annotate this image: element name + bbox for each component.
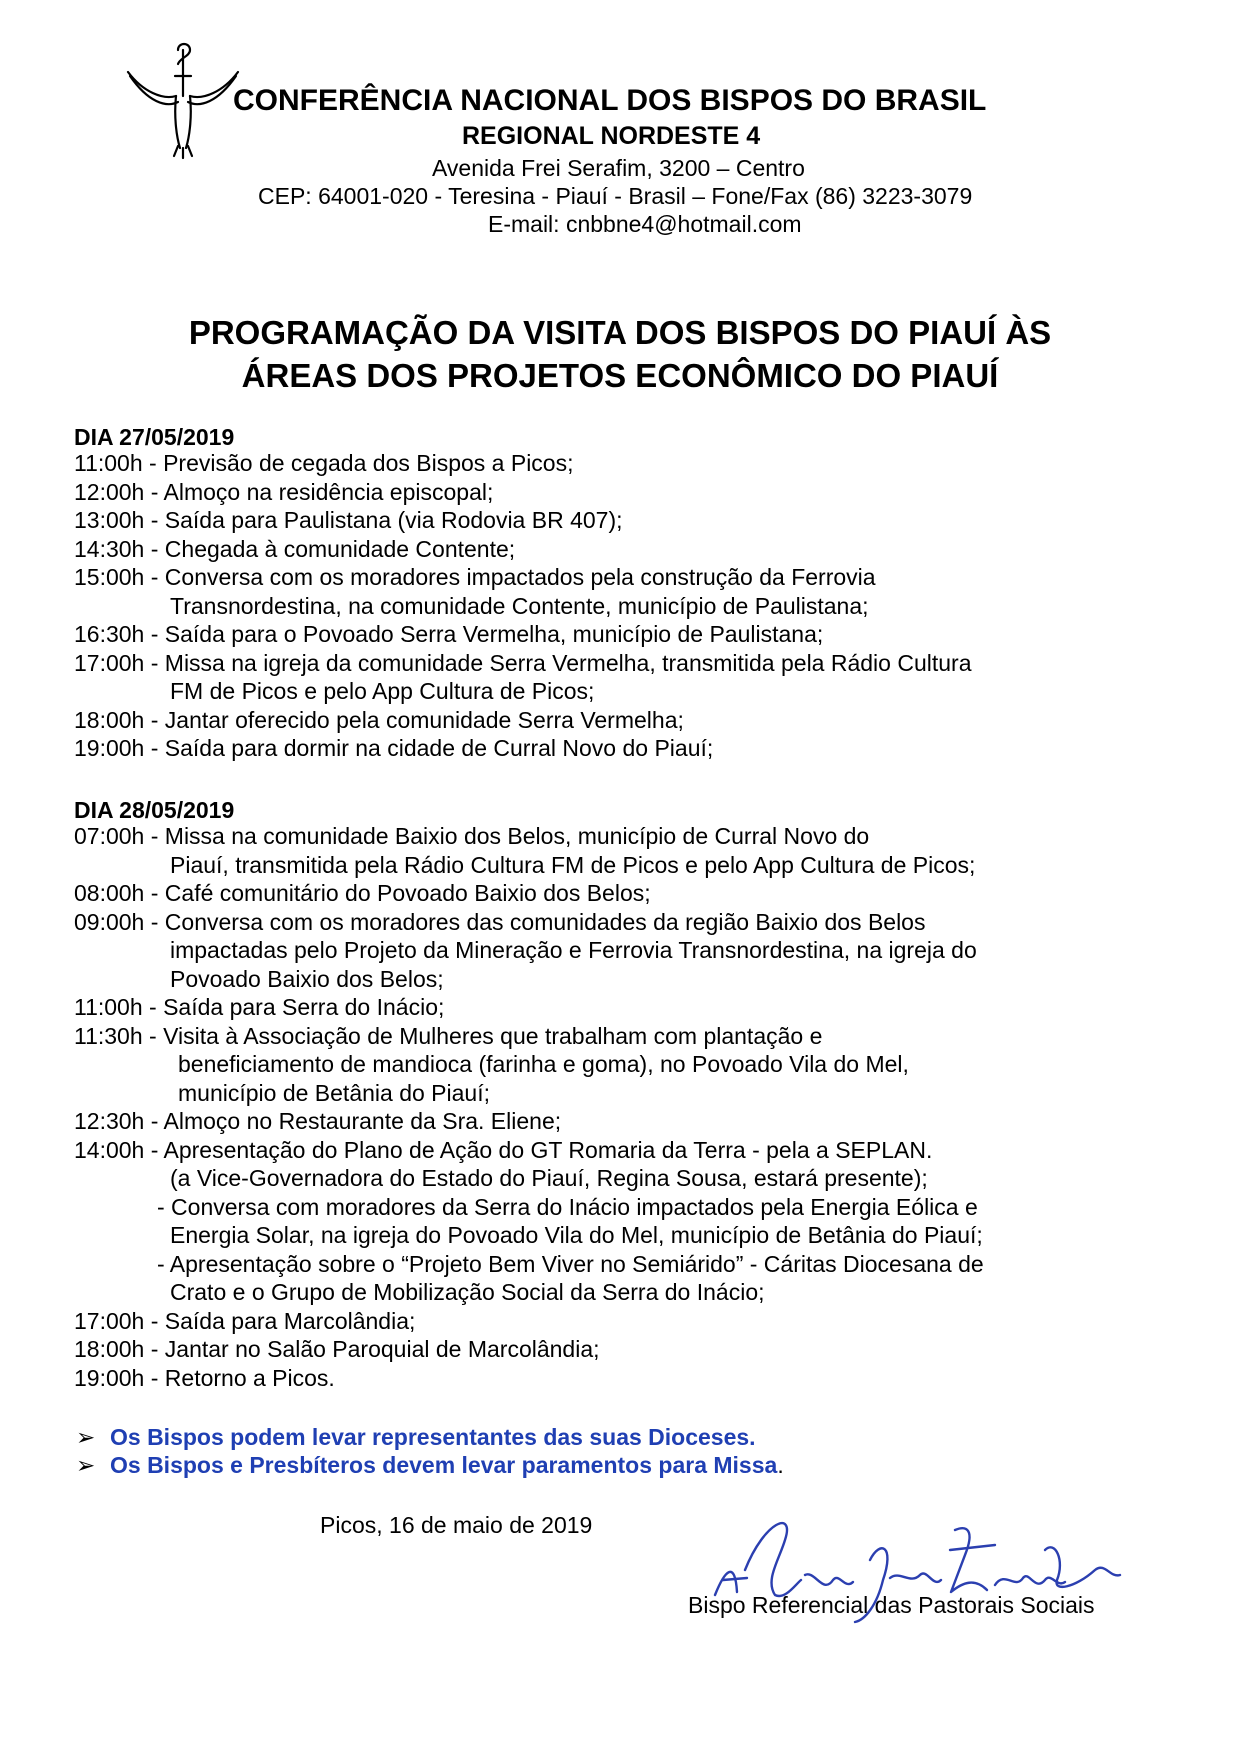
schedule-line: 07:00h - Missa na comunidade Baixio dos Belos, município de Curral Novo do: [74, 823, 870, 849]
schedule-subitem: - Apresentação sobre o “Projeto Bem Viver no Semiárido” - Cáritas Diocesana de: [157, 1251, 984, 1277]
schedule-line-continued: (a Vice-Governadora do Estado do Piauí, Regina Sousa, estará presente);: [170, 1165, 928, 1191]
arrow-bullet-icon: ➢: [76, 1452, 96, 1478]
schedule-line: 15:00h - Conversa com os moradores impactados pela construção da Ferrovia: [74, 564, 876, 590]
document-title-line-2: ÁREAS DOS PROJETOS ECONÔMICO DO PIAUÍ: [241, 357, 999, 394]
schedule-line: 11:00h - Previsão de cegada dos Bispos a Picos;: [74, 450, 574, 476]
schedule-line-continued: beneficiamento de mandioca (farinha e goma), no Povoado Vila do Mel,: [178, 1051, 909, 1077]
schedule-line-continued: município de Betânia do Piauí;: [178, 1080, 490, 1106]
schedule-subitem: - Conversa com moradores da Serra do Inácio impactados pela Energia Eólica e: [157, 1194, 978, 1220]
day-heading-2: DIA 28/05/2019: [74, 797, 235, 823]
note-suffix: .: [777, 1452, 784, 1478]
schedule-line-continued: FM de Picos e pelo App Cultura de Picos;: [170, 678, 595, 704]
schedule-line: 13:00h - Saída para Paulistana (via Rodovia BR 407);: [74, 507, 623, 533]
schedule-line-continued: Transnordestina, na comunidade Contente, município de Paulistana;: [170, 593, 869, 619]
document-title-line-1: PROGRAMAÇÃO DA VISITA DOS BISPOS DO PIAUÍ ÀS: [188, 314, 1052, 351]
schedule-line: 18:00h - Jantar no Salão Paroquial de Marcolândia;: [74, 1336, 600, 1362]
schedule-line-continued: Povoado Baixio dos Belos;: [170, 966, 444, 992]
schedule-line: 17:00h - Missa na igreja da comunidade Serra Vermelha, transmitida pela Rádio Cultura: [74, 650, 972, 676]
schedule-line: 16:30h - Saída para o Povoado Serra Vermelha, município de Paulistana;: [74, 621, 824, 647]
email-line: E-mail: cnbbne4@hotmail.com: [488, 211, 802, 237]
schedule-line: 14:30h - Chegada à comunidade Contente;: [74, 536, 516, 562]
regional-subtitle: REGIONAL NORDESTE 4: [462, 122, 761, 150]
schedule-line: 19:00h - Saída para dormir na cidade de Curral Novo do Piauí;: [74, 735, 714, 761]
schedule-line: 11:30h - Visita à Associação de Mulheres que trabalham com plantação e: [74, 1023, 823, 1049]
place-date: Picos, 16 de maio de 2019: [320, 1512, 593, 1538]
address-line: Avenida Frei Serafim, 3200 – Centro: [432, 155, 805, 181]
cep-line: CEP: 64001-020 - Teresina - Piauí - Brasil – Fone/Fax (86) 3223-3079: [258, 183, 973, 209]
cnbb-logo-icon: [118, 40, 248, 160]
organization-title: CONFERÊNCIA NACIONAL DOS BISPOS DO BRASIL: [233, 84, 987, 117]
schedule-line: 09:00h - Conversa com os moradores das comunidades da região Baixio dos Belos: [74, 909, 926, 935]
schedule-line-continued: impactadas pelo Projeto da Mineração e Ferrovia Transnordestina, na igreja do: [170, 937, 977, 963]
schedule-line: 14:00h - Apresentação do Plano de Ação do GT Romaria da Terra - pela a SEPLAN.: [74, 1137, 933, 1163]
day-heading-1: DIA 27/05/2019: [74, 424, 235, 450]
note-text: Os Bispos podem levar representantes das suas Dioceses.: [110, 1424, 756, 1450]
schedule-line: 17:00h - Saída para Marcolândia;: [74, 1308, 416, 1334]
arrow-bullet-icon: ➢: [76, 1424, 96, 1450]
note-text: Os Bispos e Presbíteros devem levar paramentos para Missa: [110, 1452, 778, 1478]
schedule-line: 12:30h - Almoço no Restaurante da Sra. Eliene;: [74, 1108, 562, 1134]
schedule-line: 19:00h - Retorno a Picos.: [74, 1365, 335, 1391]
signature-caption: Bispo Referencial das Pastorais Sociais: [688, 1592, 1095, 1618]
schedule-line: 08:00h - Café comunitário do Povoado Baixio dos Belos;: [74, 880, 651, 906]
schedule-line: 12:00h - Almoço na residência episcopal;: [74, 479, 494, 505]
schedule-line-continued: Piauí, transmitida pela Rádio Cultura FM de Picos e pelo App Cultura de Picos;: [170, 852, 976, 878]
schedule-line-continued: Energia Solar, na igreja do Povoado Vila do Mel, município de Betânia do Piauí;: [170, 1222, 983, 1248]
schedule-line-continued: Crato e o Grupo de Mobilização Social da Serra do Inácio;: [170, 1279, 765, 1305]
schedule-line: 11:00h - Saída para Serra do Inácio;: [74, 994, 445, 1020]
schedule-line: 18:00h - Jantar oferecido pela comunidade Serra Vermelha;: [74, 707, 684, 733]
note-item: [76, 1452, 784, 1479]
note-item: [76, 1424, 756, 1451]
